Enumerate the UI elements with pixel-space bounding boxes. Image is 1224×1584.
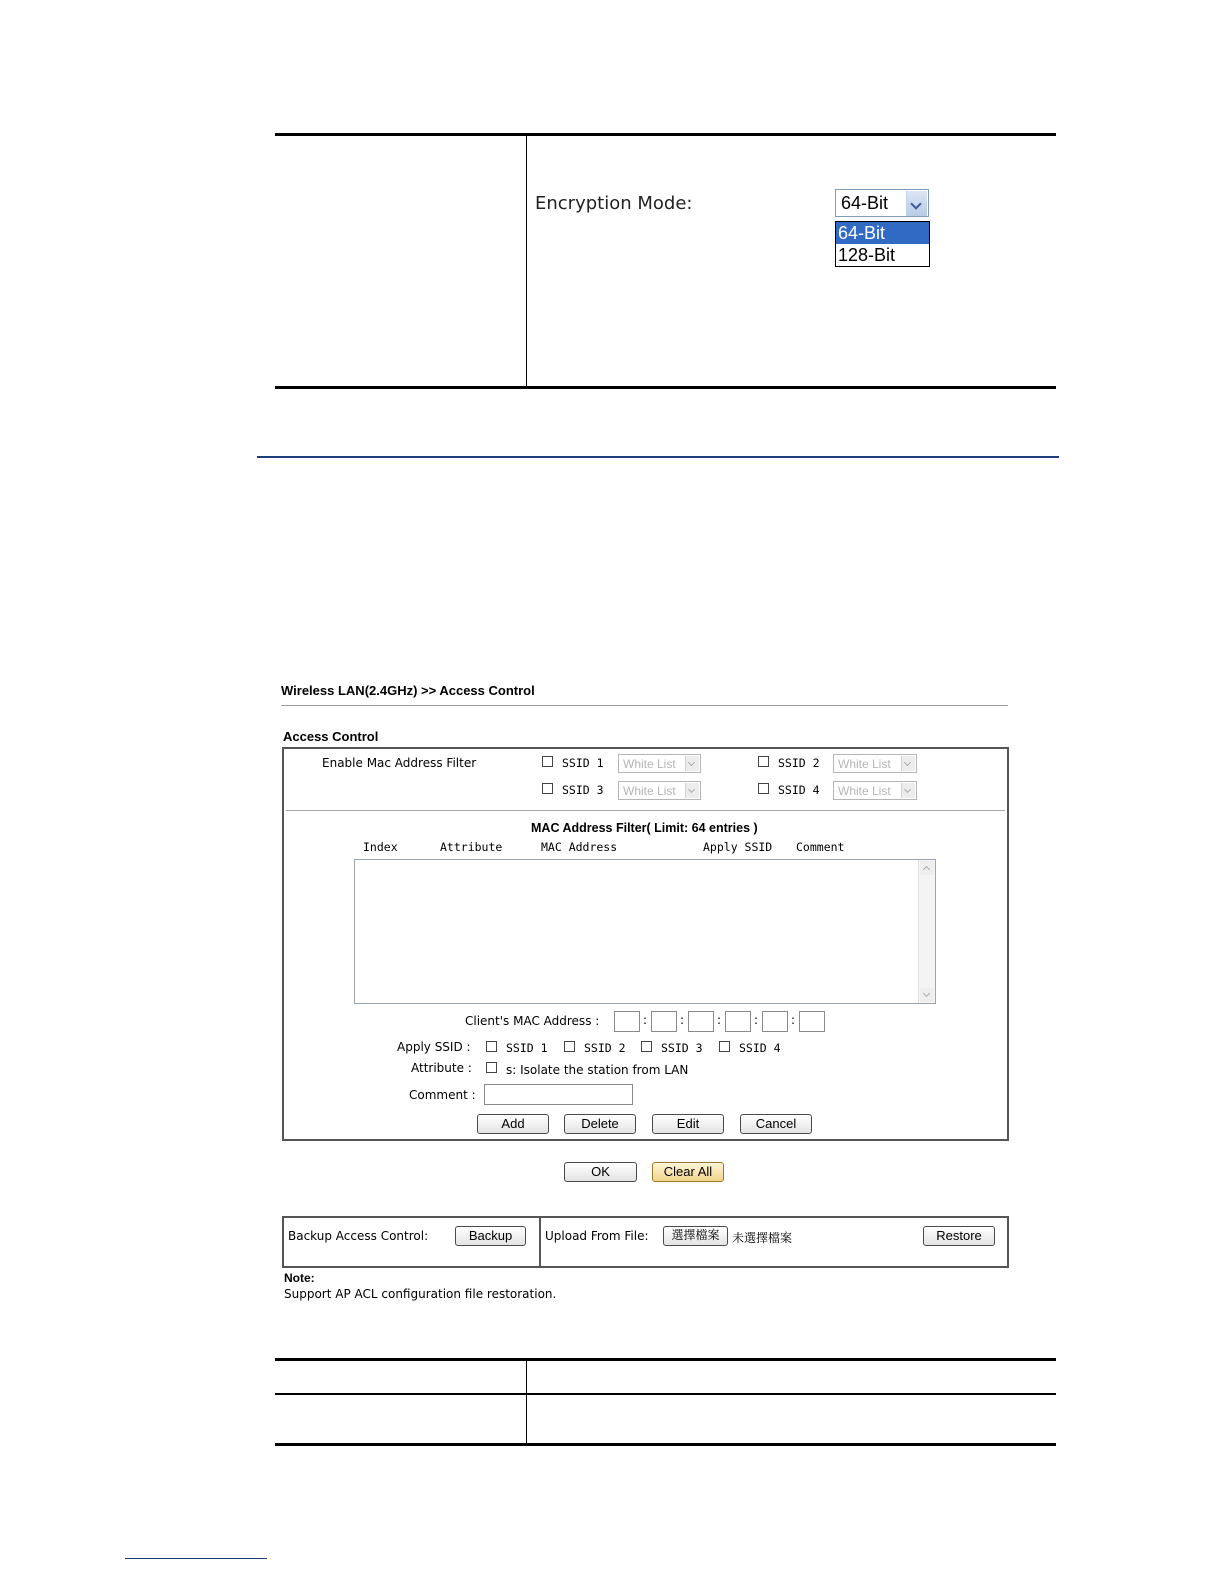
ssid4-filter-label: SSID 4 [778,783,820,797]
add-button[interactable]: Add [477,1114,549,1134]
encryption-mode-label: Encryption Mode: [535,193,693,214]
mac-sep-4: : [754,1013,759,1027]
ssid3-list-value: White List [623,784,676,798]
encryption-option-128[interactable]: 128-Bit [838,245,896,265]
mac-octet-6[interactable] [799,1011,825,1032]
bottom-table-row-border [275,1393,1056,1395]
ssid1-filter-label: SSID 1 [562,756,604,770]
chevron-down-icon [685,756,699,771]
apply-ssid1-label: SSID 1 [506,1041,548,1055]
top-table-top-border [275,133,1056,136]
encryption-mode-dropdown [835,221,930,267]
apply-ssid2-label: SSID 2 [584,1041,626,1055]
col-attribute: Attribute [440,840,503,854]
col-comment: Comment [796,840,845,854]
filter-table-title: MAC Address Filter( Limit: 64 entries ) [531,821,758,835]
mac-sep-5: : [791,1013,796,1027]
clear-all-button[interactable]: Clear All [652,1162,724,1182]
apply-ssid3-checkbox[interactable] [641,1041,652,1052]
delete-button[interactable]: Delete [564,1114,636,1134]
col-mac-address: MAC Address [541,840,618,854]
mac-octet-4[interactable] [725,1011,751,1032]
mac-filter-list[interactable] [354,859,936,1004]
ssid2-filter-label: SSID 2 [778,756,820,770]
bottom-table-top-border [275,1358,1056,1361]
backup-button[interactable]: Backup [455,1226,526,1246]
ssid1-list-value: White List [623,757,676,771]
bottom-table-divider [526,1360,527,1445]
ssid2-filter-checkbox[interactable] [758,756,769,767]
scroll-up-icon[interactable] [920,861,934,875]
ssid1-filter-checkbox[interactable] [542,756,553,767]
footer-rule [125,1558,267,1559]
apply-ssid3-label: SSID 3 [661,1041,703,1055]
comment-label: Comment : [409,1088,476,1102]
mac-octet-3[interactable] [688,1011,714,1032]
client-mac-label: Client's MAC Address : [465,1014,600,1028]
section-title: Access Control [283,729,379,744]
inner-divider [286,810,1005,811]
ssid3-filter-checkbox[interactable] [542,783,553,794]
chevron-down-icon [901,756,915,771]
edit-button[interactable]: Edit [652,1114,724,1134]
breadcrumb: Wireless LAN(2.4GHz) >> Access Control [281,683,535,698]
choose-file-button[interactable]: 選擇檔案 [663,1226,728,1246]
encryption-mode-selected: 64-Bit [841,193,889,213]
apply-ssid1-checkbox[interactable] [486,1041,497,1052]
upload-label: Upload From File: [545,1229,649,1243]
backup-label: Backup Access Control: [288,1229,429,1243]
ssid3-filter-label: SSID 3 [562,783,604,797]
chevron-down-icon [901,783,915,798]
chevron-down-icon[interactable] [906,191,927,216]
ssid2-list-value: White List [838,757,891,771]
note-title: Note: [284,1271,315,1285]
apply-ssid2-checkbox[interactable] [564,1041,575,1052]
section-divider [257,456,1059,458]
isolate-checkbox[interactable] [486,1062,497,1073]
mac-octet-2[interactable] [651,1011,677,1032]
apply-ssid4-checkbox[interactable] [719,1041,730,1052]
mac-sep-1: : [643,1013,648,1027]
bottom-table-bottom-border [275,1443,1056,1446]
list-scrollbar[interactable] [918,860,935,1003]
ssid2-list-select[interactable] [833,754,917,773]
ssid4-list-select[interactable] [833,781,917,800]
ok-button[interactable]: OK [564,1162,637,1182]
attribute-label: Attribute : [411,1061,472,1075]
cancel-button[interactable]: Cancel [740,1114,812,1134]
col-apply-ssid: Apply SSID [703,840,773,854]
no-file-text: 未選擇檔案 [732,1231,793,1245]
note-text: Support AP ACL configuration file restoration. [284,1287,557,1301]
ssid4-filter-checkbox[interactable] [758,783,769,794]
restore-button[interactable]: Restore [923,1226,995,1246]
apply-ssid4-label: SSID 4 [739,1041,781,1055]
isolate-label: s: Isolate the station from LAN [506,1063,689,1077]
backup-restore-divider [539,1217,541,1267]
chevron-down-icon [685,783,699,798]
col-index: Index [363,840,398,854]
top-table-divider [526,135,527,388]
breadcrumb-rule [281,705,1008,706]
encryption-mode-select[interactable] [835,189,929,217]
top-table-bottom-border [275,386,1056,389]
scroll-down-icon[interactable] [920,988,934,1002]
mac-sep-3: : [717,1013,722,1027]
apply-ssid-label: Apply SSID : [397,1040,471,1054]
mac-octet-1[interactable] [614,1011,640,1032]
enable-filter-label: Enable Mac Address Filter [322,756,477,770]
mac-octet-5[interactable] [762,1011,788,1032]
ssid4-list-value: White List [838,784,891,798]
comment-input[interactable] [484,1084,633,1105]
mac-sep-2: : [680,1013,685,1027]
encryption-option-64[interactable]: 64-Bit [836,222,929,244]
ssid1-list-select[interactable] [618,754,701,773]
ssid3-list-select[interactable] [618,781,701,800]
